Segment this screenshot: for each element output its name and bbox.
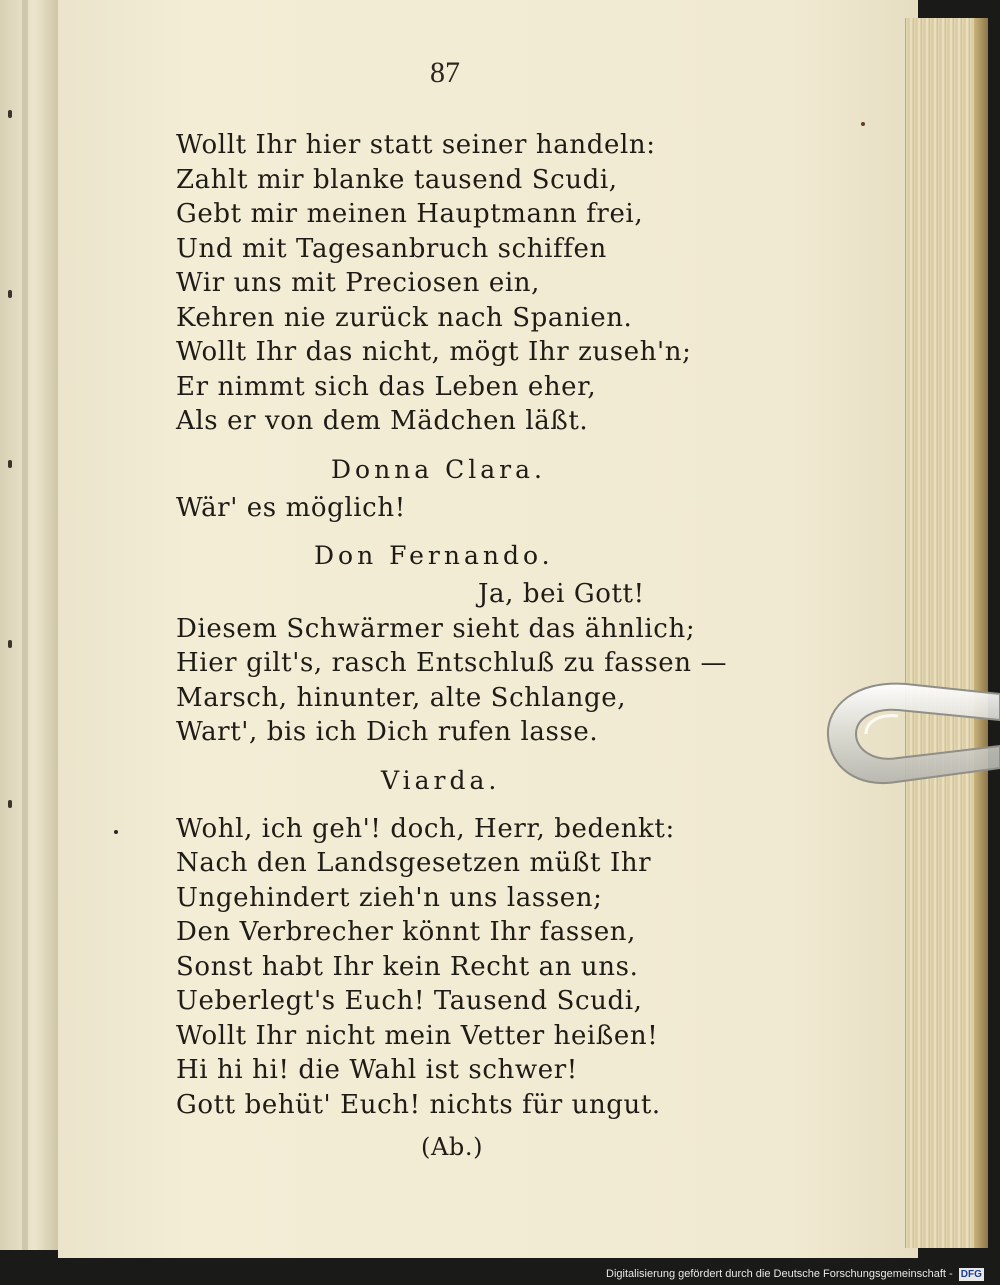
verse-line: Ungehindert zieh'n uns lassen; — [176, 882, 603, 913]
verse-line: Und mit Tagesanbruch schiffen — [176, 233, 607, 264]
verse-line: Ueberlegt's Euch! Tausend Scudi, — [176, 986, 643, 1016]
verse-line: Ja, bei Gott! — [478, 579, 645, 609]
verse-line: Diesem Schwärmer sieht das ähnlich; — [176, 613, 696, 644]
verse-line: Hier gilt's, rasch Entschluß zu fassen — — [176, 648, 728, 678]
verse-line: Als er von dem Mädchen läßt. — [176, 406, 589, 436]
verse-line: Marsch, hinunter, alte Schlange, — [176, 682, 627, 713]
verse-line: Hi hi hi! die Wahl ist schwer! — [176, 1055, 578, 1085]
verse-line: Wollt Ihr nicht mein Vetter heißen! — [176, 1020, 659, 1051]
stage-direction: (Ab.) — [421, 1133, 484, 1161]
verse-line: Wär' es möglich! — [176, 492, 406, 523]
margin-mark — [8, 460, 12, 468]
verse-line: Er nimmt sich das Leben eher, — [176, 371, 597, 402]
verse-line: Zahlt mir blanke tausend Scudi, — [176, 164, 618, 195]
verse-line: Wart', bis ich Dich rufen lasse. — [176, 717, 599, 747]
margin-mark — [8, 290, 12, 298]
bookmark-clip-icon — [826, 676, 1000, 796]
page-spot — [861, 122, 865, 126]
speaker-name: Don Fernando. — [314, 541, 554, 570]
margin-mark — [8, 110, 12, 118]
verse-line: Wollt Ihr das nicht, mögt Ihr zuseh'n; — [176, 337, 692, 367]
page-rim — [22, 0, 28, 1250]
verse-line: Wir uns mit Preciosen ein, — [176, 268, 540, 298]
verse-line: Gott behüt' Euch! nichts für ungut. — [176, 1089, 661, 1120]
speaker-name: Viarda. — [381, 765, 501, 795]
verse-line: Wohl, ich geh'! doch, Herr, bedenkt: — [176, 813, 675, 844]
verse-line: Kehren nie zurück nach Spanien. — [176, 302, 633, 333]
speaker-name: Donna Clara. — [331, 454, 546, 484]
margin-mark — [8, 640, 12, 648]
verse-line: Den Verbrecher könnt Ihr fassen, — [176, 917, 637, 947]
page-spot — [114, 830, 118, 834]
verse-line: Wollt Ihr hier statt seiner handeln: — [176, 130, 656, 160]
footer-text: Digitalisierung gefördert durch die Deutsche Forschungsgemeinschaft - — [606, 1268, 953, 1280]
verse-line: Sonst habt Ihr kein Recht an uns. — [176, 951, 639, 982]
page-stack-edges — [905, 18, 988, 1248]
verse-line: Gebt mir meinen Hauptmann frei, — [176, 199, 644, 229]
dfg-logo: DFG — [960, 1269, 982, 1280]
verse-line: Nach den Landsgesetzen müßt Ihr — [176, 848, 652, 878]
previous-page-edge — [0, 0, 60, 1250]
verse-text — [176, 128, 736, 1165]
footer-credit — [606, 1266, 992, 1282]
margin-mark — [8, 800, 12, 808]
page-number: 87 — [430, 56, 460, 89]
